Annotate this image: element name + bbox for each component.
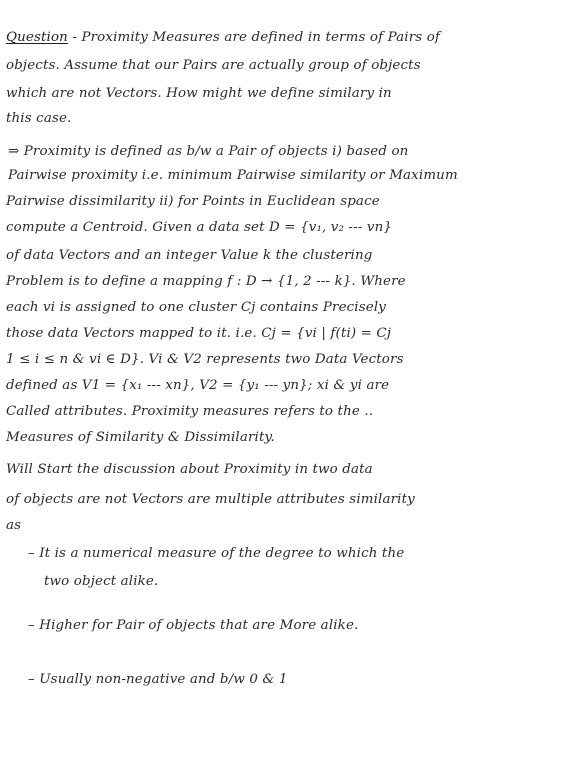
answer-line-12	[6, 430, 580, 446]
bullet-text: – Higher for Pair of objects that are More alike.	[28, 618, 359, 633]
bullet-line-3	[28, 672, 580, 688]
answer-text: compute a Centroid. Given a data set D = {v₁, v₂ --- vn}	[6, 220, 393, 235]
question-line-4	[6, 111, 580, 127]
answer-text: each vi is assigned to one cluster Cj contains Precisely	[6, 300, 386, 315]
question-text: which are not Vectors. How might we define similary in	[6, 86, 392, 101]
answer-text: of data Vectors and an integer Value k the clustering	[6, 248, 373, 263]
answer-text: of objects are not Vectors are multiple attributes similarity	[6, 492, 415, 507]
answer-text: 1 ≤ i ≤ n & vi ∈ D}. Vi & V2 represents two Data Vectors	[6, 352, 404, 367]
answer-text: Called attributes. Proximity measures refers to the ..	[6, 404, 374, 419]
bullet-text: two object alike.	[44, 574, 159, 589]
question-label: Question	[6, 30, 68, 45]
answer-line-6	[6, 274, 580, 290]
bullet-line-1	[28, 546, 580, 562]
answer-text: as	[6, 518, 22, 533]
bullet-text: – Usually non-negative and b/w 0 & 1	[28, 672, 288, 687]
answer-text: Pairwise dissimilarity ii) for Points in Euclidean space	[6, 194, 380, 209]
answer-text: ⇒ Proximity is defined as b/w a Pair of objects i) based on	[8, 144, 409, 159]
answer-text: Will Start the discussion about Proximity in two data	[6, 462, 373, 477]
answer-text: Measures of Similarity & Dissimilarity.	[6, 430, 275, 445]
answer-line-8	[6, 326, 580, 342]
answer-line-3	[6, 194, 580, 210]
question-line-2	[6, 58, 580, 74]
answer-line-10	[6, 378, 580, 394]
answer-line-7	[6, 300, 580, 316]
question-text: objects. Assume that our Pairs are actually group of objects	[6, 58, 421, 73]
answer-line-13	[6, 462, 580, 478]
answer-text: Pairwise proximity i.e. minimum Pairwise similarity or Maximum	[8, 168, 458, 183]
answer-line-11	[6, 404, 580, 420]
answer-line-14	[6, 492, 580, 508]
answer-line-5	[6, 248, 580, 264]
question-text: - Proximity Measures are defined in terms of Pairs of	[67, 30, 441, 45]
answer-text: Problem is to define a mapping f : D → {1, 2 --- k}. Where	[6, 274, 406, 289]
bullet-line-2	[28, 618, 580, 634]
bullet-line-1-cont	[44, 574, 580, 590]
bullet-text: – It is a numerical measure of the degree to which the	[28, 546, 405, 561]
question-line-1	[6, 30, 580, 46]
question-text: this case.	[6, 111, 72, 126]
answer-line-4	[6, 220, 580, 236]
answer-text: those data Vectors mapped to it. i.e. Cj = {vi | f(ti) = Cj	[6, 326, 392, 341]
answer-line-1	[8, 144, 580, 160]
answer-line-15	[6, 518, 580, 534]
answer-line-2	[8, 168, 580, 184]
answer-line-9	[6, 352, 580, 368]
answer-text: defined as V1 = {x₁ --- xn}, V2 = {y₁ --- yn}; xi & yi are	[6, 378, 390, 393]
question-line-3	[6, 86, 580, 102]
